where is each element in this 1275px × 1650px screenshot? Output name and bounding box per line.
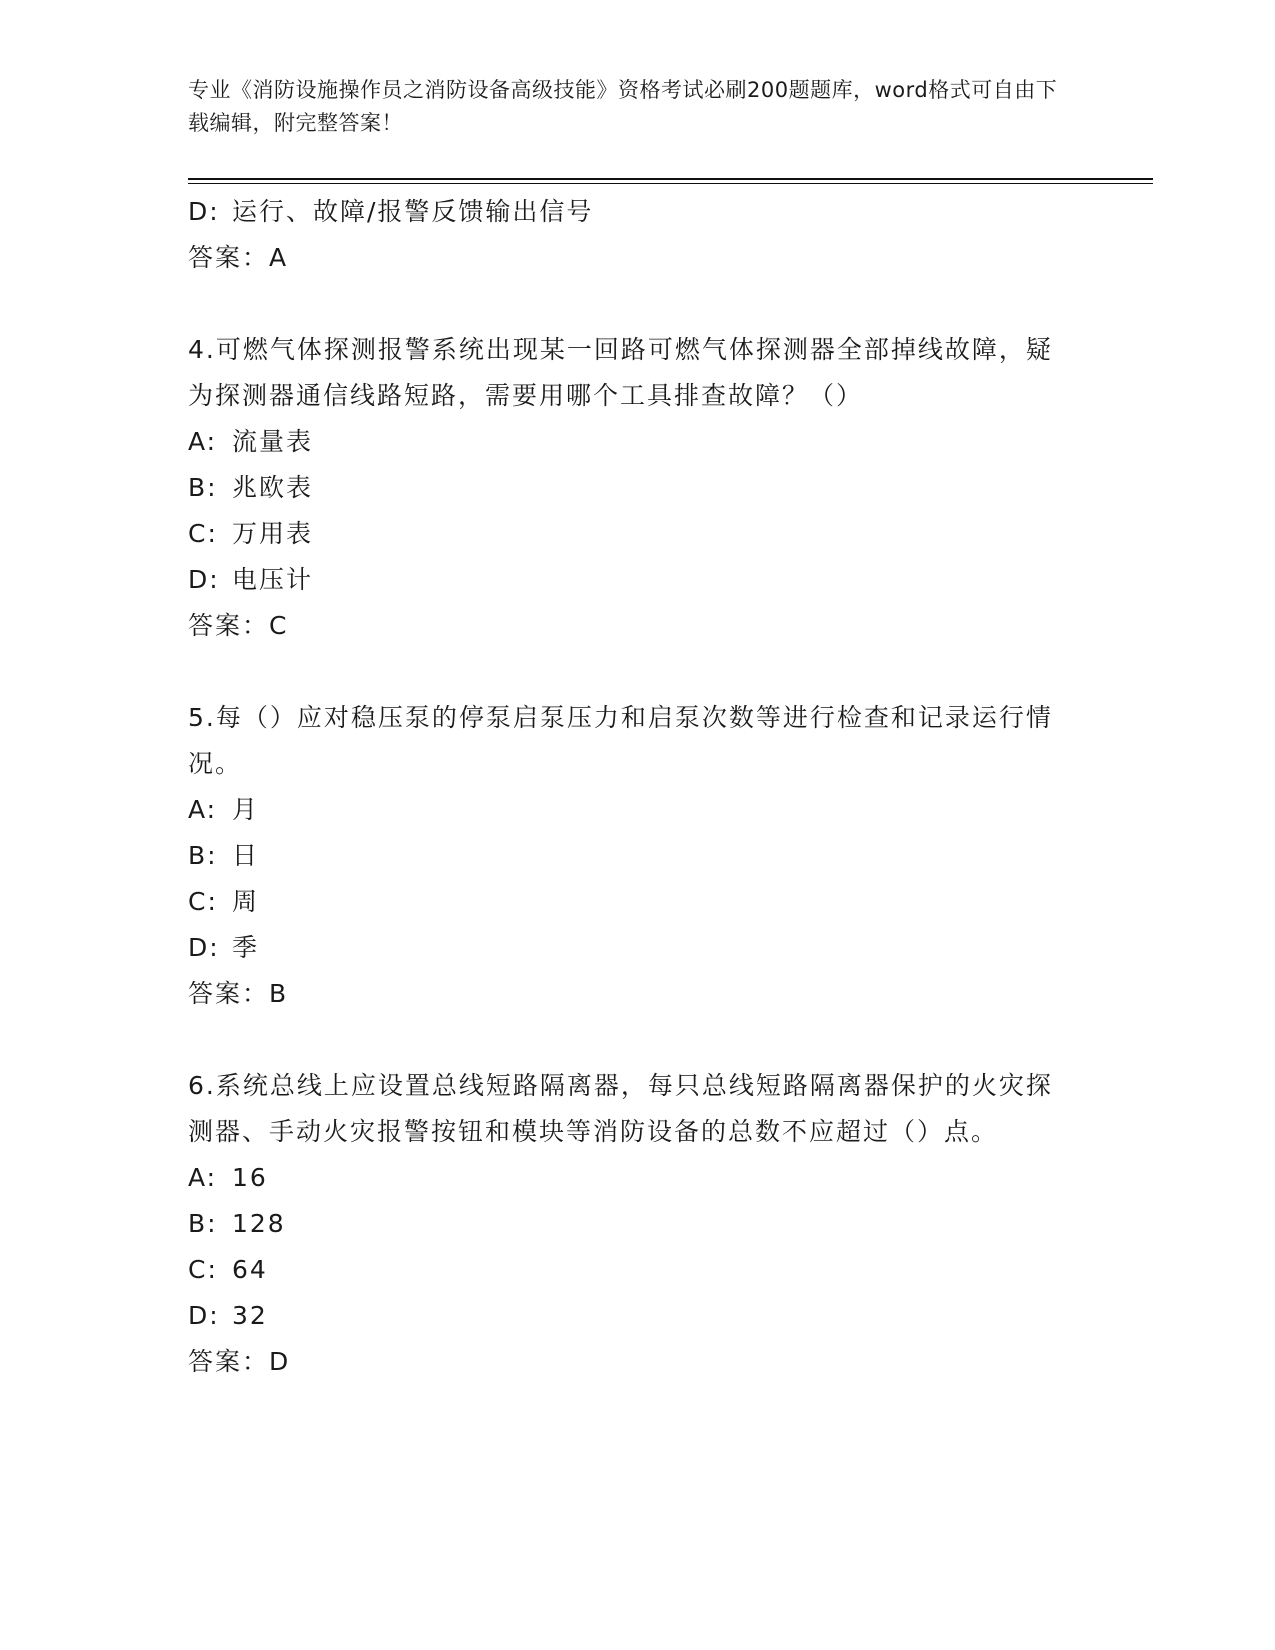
- option-b: [188, 465, 1068, 511]
- option-b: [188, 1201, 1068, 1247]
- question-text: 6.系统总线上应设置总线短路隔离器，每只总线短路隔离器保护的火灾探测器、手动火灾报警按钮和模块等消防设备的总数不应超过（）点。: [188, 1071, 1053, 1146]
- question-block: [188, 327, 1068, 649]
- option-key: A:: [188, 427, 218, 456]
- option-key: D:: [188, 933, 220, 962]
- option-text: 运行、故障/报警反馈输出信号: [232, 197, 594, 226]
- option-key: B:: [188, 1209, 218, 1238]
- option-key: D:: [188, 197, 220, 226]
- option-text: 月: [232, 795, 260, 824]
- question-block: [188, 1063, 1068, 1385]
- option-text: 日: [232, 841, 260, 870]
- option-text: 周: [232, 887, 260, 916]
- option-key: B:: [188, 473, 218, 502]
- option-text: 16: [232, 1163, 268, 1192]
- option-c: [188, 1247, 1068, 1293]
- option-a: [188, 419, 1068, 465]
- option-key: A:: [188, 1163, 218, 1192]
- option-key: C:: [188, 1255, 218, 1284]
- option-c: [188, 879, 1068, 925]
- option-a: [188, 1155, 1068, 1201]
- answer-line: 答案：C: [188, 611, 289, 640]
- option-d: [188, 557, 1068, 603]
- option-text: 64: [232, 1255, 268, 1284]
- option-d: [188, 925, 1068, 971]
- answer-line: 答案：A: [188, 243, 289, 272]
- option-d: [188, 1293, 1068, 1339]
- answer-line: 答案：B: [188, 979, 289, 1008]
- question-text: 4.可燃气体探测报警系统出现某一回路可燃气体探测器全部掉线故障，疑为探测器通信线路短路，需要用哪个工具排查故障？（）: [188, 335, 1053, 410]
- spacer: [188, 1017, 1068, 1063]
- option-text: 万用表: [232, 519, 314, 548]
- option-c: [188, 511, 1068, 557]
- option-text: 流量表: [232, 427, 314, 456]
- spacer: [188, 281, 1068, 327]
- header-divider-thin: [188, 183, 1153, 184]
- option-b: [188, 833, 1068, 879]
- option-key: C:: [188, 887, 218, 916]
- question-content: [188, 189, 1068, 1385]
- option-text: 兆欧表: [232, 473, 314, 502]
- option-a: [188, 787, 1068, 833]
- option-key: C:: [188, 519, 218, 548]
- spacer: [188, 649, 1068, 695]
- question-text: 5.每（）应对稳压泵的停泵启泵压力和启泵次数等进行检查和记录运行情况。: [188, 703, 1053, 778]
- option-d: [188, 189, 1068, 235]
- option-key: A:: [188, 795, 218, 824]
- document-header: 专业《消防设施操作员之消防设备高级技能》资格考试必刷200题题库，word格式可自由下载编辑，附完整答案！: [188, 78, 1058, 135]
- header-divider-thick: [188, 178, 1153, 180]
- question-block: [188, 695, 1068, 1017]
- option-text: 128: [232, 1209, 286, 1238]
- answer-line: 答案：D: [188, 1347, 291, 1376]
- option-text: 32: [232, 1301, 268, 1330]
- option-text: 季: [232, 933, 260, 962]
- option-text: 电压计: [232, 565, 314, 594]
- option-key: D:: [188, 1301, 220, 1330]
- option-key: B:: [188, 841, 218, 870]
- option-key: D:: [188, 565, 220, 594]
